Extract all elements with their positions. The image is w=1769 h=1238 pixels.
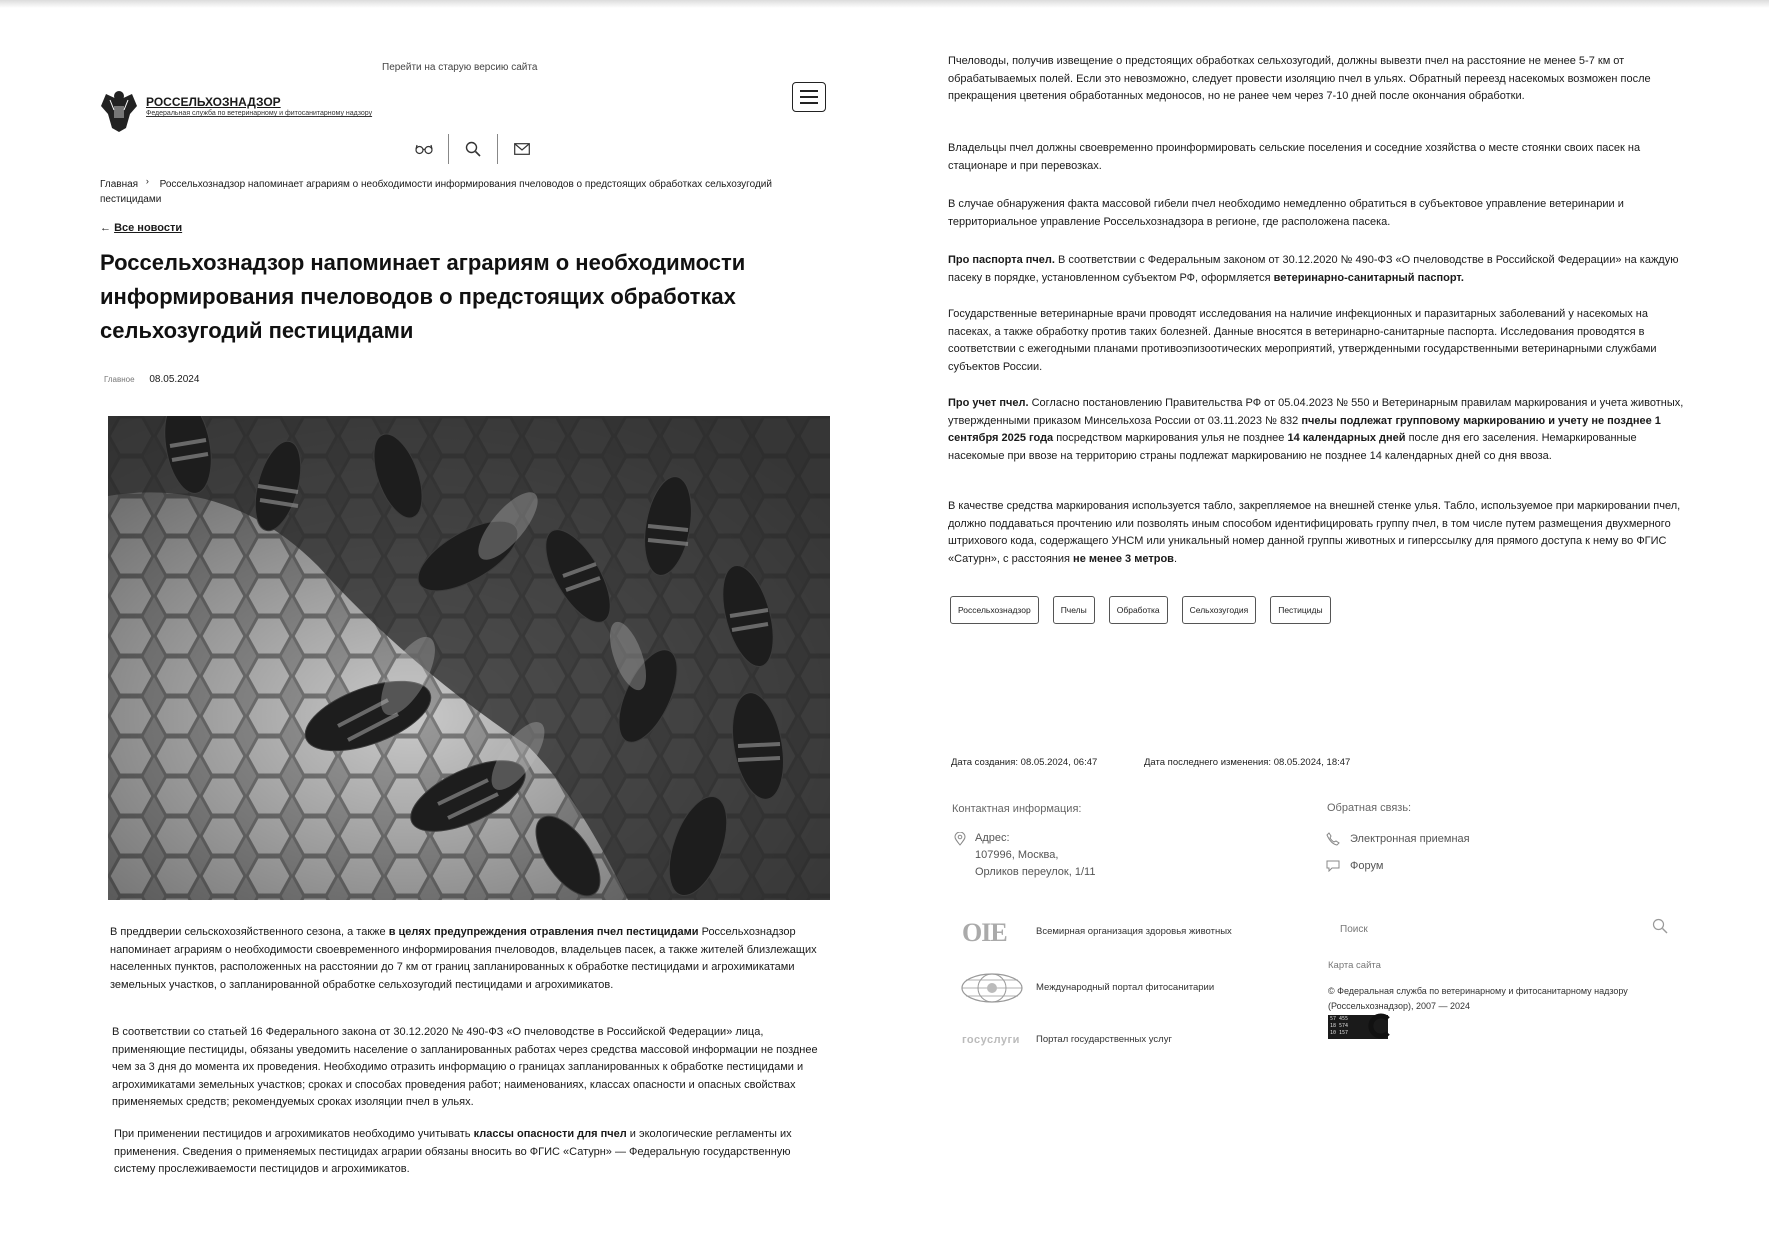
left-page — [0, 0, 880, 1238]
burger-line — [800, 90, 818, 92]
created-value: 08.05.2024, 06:47 — [1020, 757, 1098, 768]
modified-value: 08.05.2024, 18:47 — [1273, 757, 1351, 768]
address-block — [975, 830, 1095, 881]
rp6-c: пчелы подлежат групповому маркированию и учету не позднее 1 сентября 2025 года — [948, 414, 1661, 444]
accessibility-glasses-icon[interactable] — [400, 134, 448, 164]
rp6-d: посредством маркирования улья не позднее — [1053, 432, 1288, 444]
ippc-globe-icon[interactable] — [960, 972, 1024, 1004]
article-title: Россельхознадзор напоминает аграриям о необходимости информирования пчеловодов о предстоящих обработках сельхозугодий пестицидами — [100, 250, 746, 343]
lp3-c: и экологические регламенты их применения. Сведения о применяемых пестицидах аграрии обязаны вносить во ФГИС «Сатурн» — Федеральную государственную систему прослеживаемости пестицидов и агрохимикатов. — [114, 1128, 792, 1175]
oie-logo[interactable] — [962, 918, 1022, 946]
right-paragraph-4 — [948, 252, 1688, 287]
phone-icon — [1326, 832, 1340, 846]
breadcrumb-current: Россельхознадзор напоминает аграриям о необходимости информирования пчеловодов о предстоящих обработках сельхозугодий пестицидами — [100, 179, 772, 205]
right-paragraph-3: В случае обнаружения факта массовой гибели пчел необходимо немедленно обратиться в субъектовое управление ветеринарии и территориальное управление Россельхознадзора в регионе, где расположена пасека. — [948, 198, 1624, 228]
rp7-b: не менее 3 метров — [1073, 552, 1174, 565]
counter-logo-icon — [1368, 1013, 1390, 1039]
rp4-b: В соответствии с Федеральным законом от 30.12.2020 № 490-ФЗ «О пчеловодстве в Российской Федерации» на каждую пасеку в порядке, установленном субъектом РФ, оформляется — [948, 254, 1679, 284]
lp3-b: классы опасности для пчел — [473, 1128, 627, 1140]
rp4-c: ветеринарно-санитарный паспорт. — [1273, 271, 1464, 284]
right-paragraph-7 — [948, 498, 1688, 568]
tag-treatment[interactable]: Обработка — [1109, 596, 1168, 624]
tag-farmland[interactable]: Сельхозугодия — [1182, 596, 1257, 624]
created-date — [951, 757, 1097, 768]
article-date-row — [104, 374, 199, 385]
breadcrumb-home[interactable]: Главная — [100, 179, 139, 190]
feedback-reception-link[interactable] — [1326, 832, 1470, 846]
article-date: 08.05.2024 — [149, 374, 200, 385]
rp6-a: Про учет пчел. — [948, 397, 1029, 409]
breadcrumb-separator: › — [145, 176, 149, 186]
address-line-2: Орликов переулок, 1/11 — [975, 866, 1096, 878]
counter-line: 57 455 — [1330, 1016, 1349, 1022]
lp1-a: В преддверии сельскохозяйственного сезона, а также — [110, 926, 389, 938]
contacts-heading: Контактная информация: — [952, 803, 1082, 815]
feedback-forum-link[interactable] — [1326, 860, 1383, 872]
old-site-link[interactable]: Перейти на старую версию сайта — [382, 62, 538, 73]
burger-line — [800, 96, 818, 98]
footer-search-input[interactable]: Поиск — [1340, 924, 1368, 935]
left-paragraph-2: В соответствии со статьей 16 Федерального закона от 30.12.2020 № 490-ФЗ «О пчеловодстве в Российской Федерации» лица, применяющие пестициды, обязаны уведомить население о запланированных работах через средства массовой информации не позднее чем за 3 дня до момента их проведения. Необходимо отразить информацию о границах запланированных к обработке пестицидами и агрохимикатами земельных участков; сроках и способах проведения работ; наименованиях, классах опасности и опасных свойствах применяемых средств; рекомендуемых сроках изоляции пчел в ульях. — [112, 1026, 818, 1108]
left-paragraph-1 — [110, 924, 838, 994]
address-line-1: 107996, Москва, — [975, 849, 1059, 861]
toolbar — [400, 134, 546, 164]
address-label: Адрес: — [975, 832, 1010, 844]
brand-subtitle[interactable]: Федеральная служба по ветеринарному и фитосанитарному надзору — [146, 110, 373, 117]
lp1-c: Россельхознадзор напоминает аграриям о необходимости своевременного информирования пчеловодов, владельцев пасек, а также жителей близлежащих населенных пунктов, расположенных на расстоянии до 7 км от границ запланированных к обработке пестицидами и агрохимикатами земельных участков, о запланированной обработке сельхозугодий пестицидами и агрохимикатов. — [110, 926, 817, 991]
rp7-c: . — [1173, 552, 1177, 565]
tag-rosselkhoznadzor[interactable]: Россельхознадзор — [950, 596, 1039, 624]
right-paragraph-6 — [948, 395, 1688, 465]
feedback-heading: Обратная связь: — [1327, 802, 1412, 814]
tag-list — [950, 596, 1331, 624]
article-category-label: Главное — [104, 375, 135, 384]
copyright-text: © Федеральная служба по ветеринарному и фитосанитарному надзору (Россельхознадзор), 2007 — 2024 — [1328, 986, 1628, 1011]
back-link-label: Все новости — [114, 222, 183, 234]
chat-icon — [1326, 860, 1340, 872]
right-paragraph-5: Государственные ветеринарные врачи проводят исследования на наличие инфекционных и паразитарных заболеваний у насекомых на пасеках, а также обработку против таких болезней. Данные вносятся в ветеринарно-санитарные паспорта. Исследования проводятся в соответствии с ежегодными планами противоэпизоотических мероприятий, утвержденными государственными ветеринарными службами субъектов России. — [948, 308, 1657, 373]
rp6-e: 14 календарных дней — [1287, 432, 1406, 444]
footer-search-icon[interactable] — [1652, 918, 1668, 934]
created-label: Дата создания: — [951, 757, 1019, 768]
feedback-reception-label: Электронная приемная — [1350, 833, 1470, 845]
org-oie-label[interactable]: Всемирная организация здоровья животных — [1036, 926, 1232, 937]
rp7-a: В качестве средства маркирования используется табло, закрепляемое на внешней стенке улья. Табло, используемое при маркировании пчел, должно поддаваться прочтению или позволять иным способом идентифицировать группу пчел, в том числе путем размещения двухмерного штрихового кода, содержащего УНСМ или уникальный номер данной группы животных и гиперссылку для прямого доступа к нему во ФГИС «Сатурн», с расстояния — [948, 500, 1681, 565]
lp1-b: в целях предупреждения отравления пчел пестицидами — [388, 926, 699, 938]
feedback-forum-label: Форум — [1350, 860, 1384, 872]
search-icon[interactable] — [448, 134, 497, 164]
breadcrumb — [100, 174, 830, 207]
mail-icon[interactable] — [497, 134, 546, 164]
coat-of-arms-icon — [98, 88, 140, 134]
tag-pesticides[interactable]: Пестициды — [1270, 596, 1330, 624]
org-ippc-label[interactable]: Международный портал фитосанитарии — [1036, 982, 1215, 993]
bees-honeycomb-photo — [108, 416, 830, 900]
tag-bees[interactable]: Пчелы — [1053, 596, 1095, 624]
right-paragraph-2: Владельцы пчел должны своевременно проинформировать сельские поселения и соседние хозяйства о месте стоянки своих пасек на стационаре и при перевозках. — [948, 142, 1641, 172]
modified-label: Дата последнего изменения: — [1144, 757, 1272, 768]
rp6-f: после дня его заселения. Немаркированные насекомые при ввозе на территорию страны подлежат маркированию не позднее 14 календарных дней со дня ввоза. — [948, 432, 1637, 462]
rp6-b: Согласно постановлению Правительства РФ от 05.04.2023 № 550 и Ветеринарным правилам маркирования и учета животных, утвержденными приказом Минсельхоза России от 03.11.2023 № 832 — [948, 397, 1684, 427]
counter-line: 18 574 — [1330, 1023, 1349, 1029]
org-gosuslugi-label[interactable]: Портал государственных услуг — [1036, 1034, 1172, 1045]
back-to-news-link[interactable] — [100, 222, 182, 234]
sitemap-link[interactable]: Карта сайта — [1328, 960, 1381, 971]
gosuslugi-logo[interactable]: госуслуги — [962, 1034, 1020, 1046]
modified-date — [1144, 757, 1350, 768]
lp3-a: При применении пестицидов и агрохимикатов необходимо учитывать — [114, 1128, 474, 1140]
right-paragraph-1: Пчеловоды, получив извещение о предстоящих обработках сельхозугодий, должны вывезти пчел на расстояние не менее 5-7 км от обрабатываемых полей. Если это невозможно, следует провести изоляцию пчел в ульях. Обратный переезд насекомых возможен после прекращения цветения обработанных медоносов, но не ранее чем через 7-10 дней после окончания обработки. — [948, 55, 1651, 102]
oie-logo-text: OIE — [962, 918, 1007, 947]
counter-line: 10 157 — [1330, 1030, 1349, 1036]
brand-name[interactable]: РОССЕЛЬХОЗНАДЗОР — [146, 95, 281, 109]
rp4-a: Про паспорта пчел. — [948, 254, 1055, 266]
menu-burger-button[interactable] — [792, 82, 826, 112]
location-pin-icon — [954, 832, 966, 846]
burger-line — [800, 102, 818, 104]
back-arrow-icon: ← — [100, 222, 111, 234]
left-paragraph-3 — [114, 1126, 814, 1179]
